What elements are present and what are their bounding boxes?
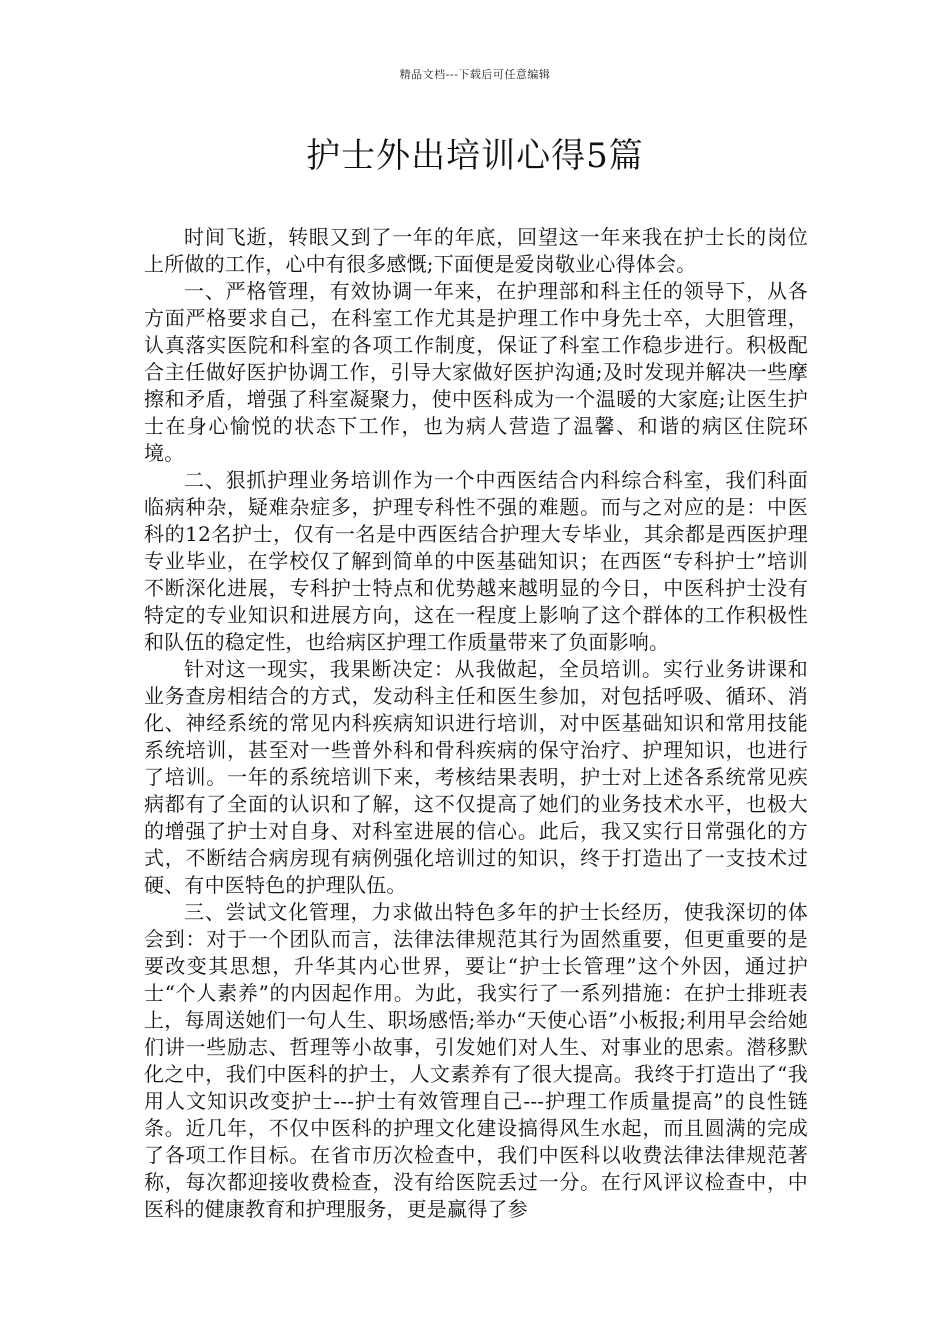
- paragraph-section-2: 二、狠抓护理业务培训作为一个中西医结合内科综合科室，我们科面临病种杂，疑难杂症多，护理专科性不强的难题。而与之对应的是：中医科的12名护士，仅有一名是中西医结合护理大专毕业，其余都是西医护理专业毕业，在学校仅了解到简单的中医基础知识；在西医“专科护士”培训不断深化进展，专科护士特点和优势越来越明显的今日，中医科护士没有特定的专业知识和进展方向，这在一程度上影响了这个群体的工作积极性和队伍的稳定性，也给病区护理工作质量带来了负面影响。: [144, 468, 808, 654]
- paragraph-section-3: 三、尝试文化管理，力求做出特色多年的护士长经历，使我深切的体会到：对于一个团队而言，法律法律规范其行为固然重要，但更重要的是要改变其思想，升华其内心世界，要让“护士长管理”这个外因，通过护士“个人素养”的内因起作用。为此，我实行了一系列措施：在护士排班表上，每周送她们一句人生、职场感悟;举办“天使心语”小板报;利用早会给她们讲一些励志、哲理等小故事，引发她们对人生、对事业的思索。潜移默化之中，我们中医科的护士，人文素养有了很大提高。我终于打造出了“我用人文知识改变护士---护士有效管理自己---护理工作质量提高”的良性链条。近几年，不仅中医科的护理文化建设搞得风生水起，而且圆满的完成了各项工作目标。在省市历次检查中，我们中医科以收费法律法律规范著称，每次都迎接收费检查，没有给医院丢过一分。在行风评议检查中，中医科的健康教育和护理服务，更是赢得了参: [144, 900, 808, 1221]
- header-note: 精品文档---下载后可任意编辑: [399, 68, 551, 81]
- paragraph-section-1: 一、严格管理，有效协调一年来，在护理部和科主任的领导下，从各方面严格要求自己，在科室工作尤其是护理工作中身先士卒，大胆管理，认真落实医院和科室的各项工作制度，保证了科室工作稳步进行。积极配合主任做好医护协调工作，引导大家做好医护沟通;及时发现并解决一些摩擦和矛盾，增强了科室凝聚力，使中医科成为一个温暖的大家庭;让医生护士在身心愉悦的状态下工作，也为病人营造了温馨、和谐的病区住院环境。: [144, 279, 808, 465]
- document-title: 护士外出培训心得5篇: [306, 136, 644, 176]
- paragraph-section-2-continued: 针对这一现实，我果断决定：从我做起，全员培训。实行业务讲课和业务查房相结合的方式，发动科主任和医生参加，对包括呼吸、循环、消化、神经系统的常见内科疾病知识进行培训，对中医基础知识和常用技能系统培训，甚至对一些普外科和骨科疾病的保守治疗、护理知识，也进行了培训。一年的系统培训下来，考核结果表明，护士对上述各系统常见疾病都有了全面的认识和了解，这不仅提高了她们的业务技术水平，也极大的增强了护士对自身、对科室进展的信心。此后，我又实行日常强化的方式，不断结合病房现有病例强化培训过的知识，终于打造出了一支技术过硬、有中医特色的护理队伍。: [144, 657, 808, 897]
- document-body: [144, 224, 808, 1223]
- paragraph-intro: 时间飞逝，转眼又到了一年的年底，回望这一年来我在护士长的岗位上所做的工作，心中有很多感慨;下面便是爱岗敬业心得体会。: [144, 225, 808, 276]
